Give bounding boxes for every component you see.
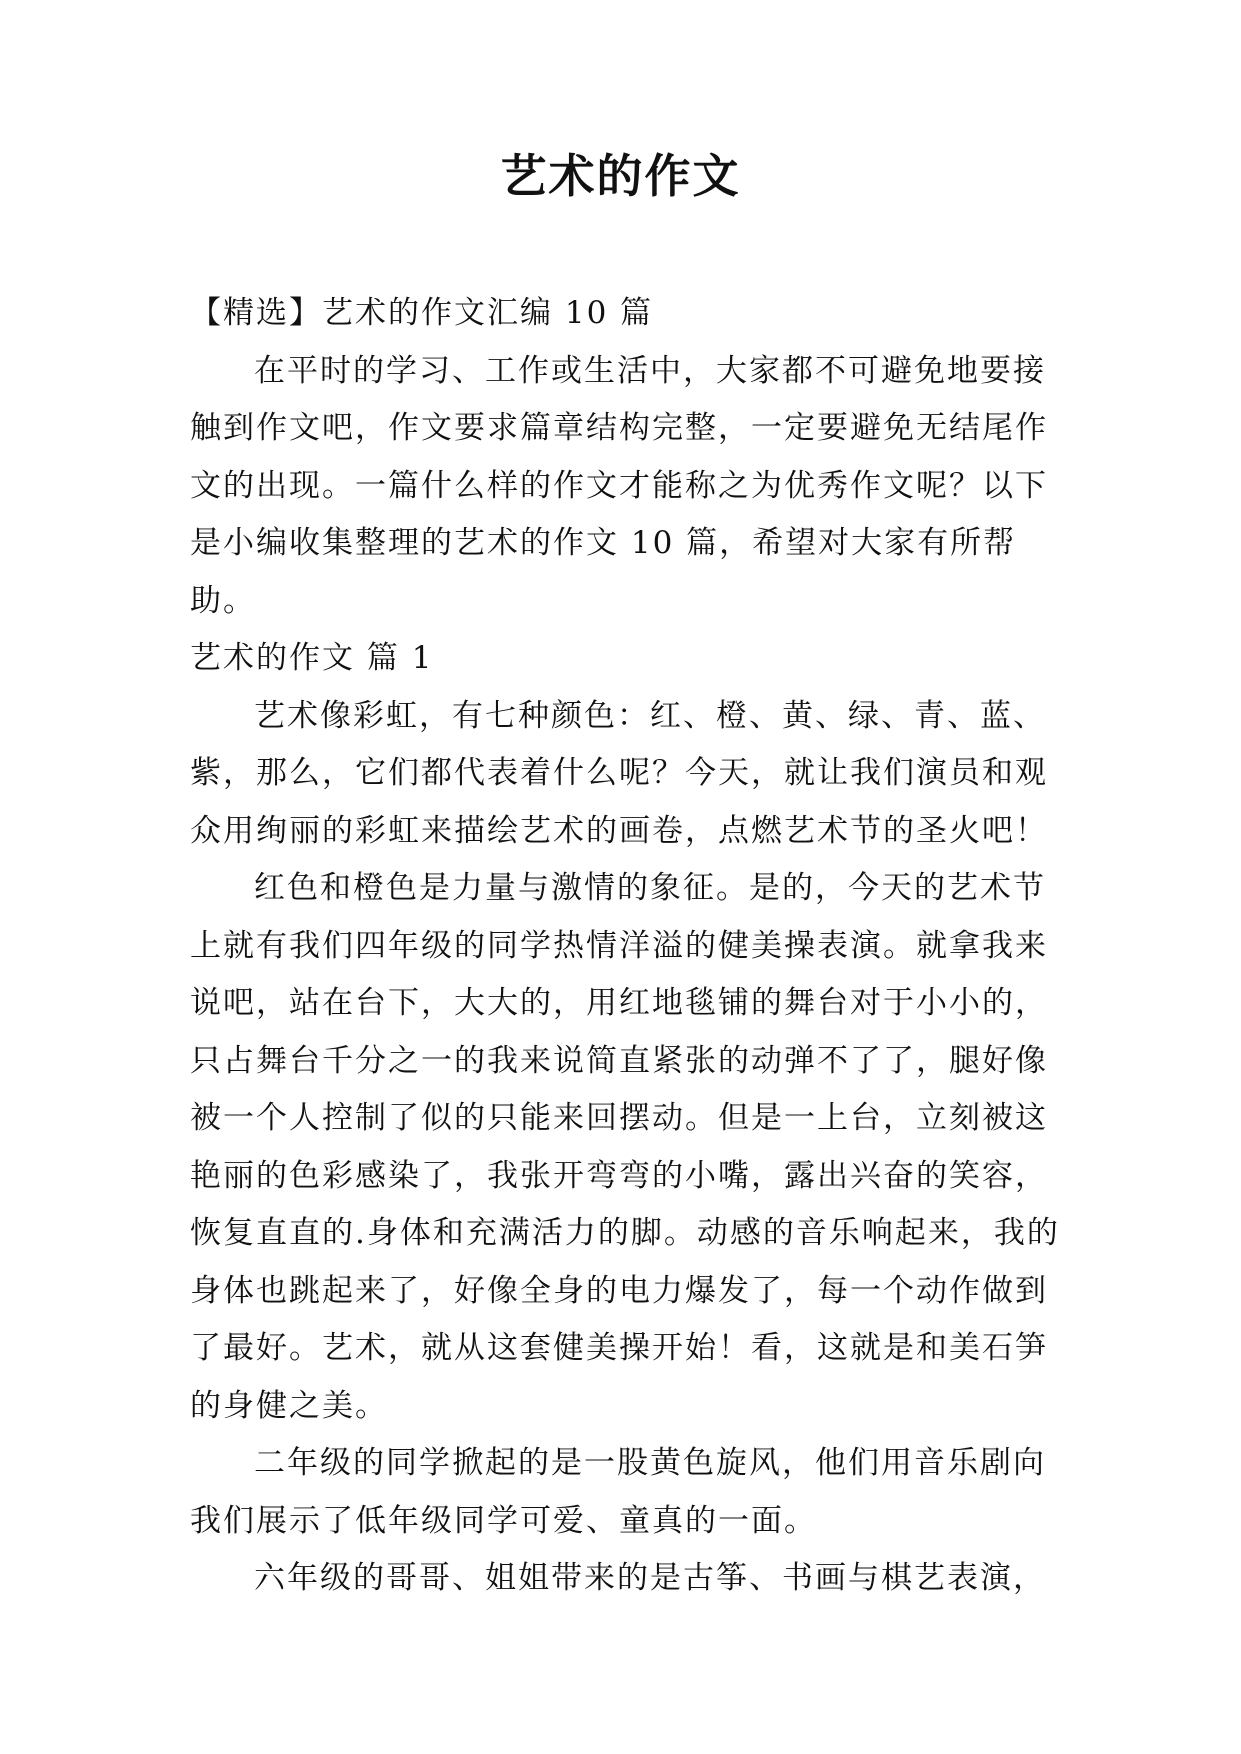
paragraph-1: 艺术像彩虹，有七种颜色：红、橙、黄、绿、青、蓝、紫，那么，它们都代表着什么呢？今天，就让我们演员和观众用绚丽的彩虹来描绘艺术的画卷，点燃艺术节的圣火吧！ <box>190 697 1048 849</box>
section-heading: 艺术的作文 篇 1 <box>190 640 434 676</box>
document-title: 艺术的作文 <box>500 149 741 203</box>
paragraph-3: 二年级的同学掀起的是一股黄色旋风，他们用音乐剧向我们展示了低年级同学可爱、童真的一面。 <box>190 1445 1046 1539</box>
document-body <box>190 285 1070 1608</box>
paragraph-intro: 在平时的学习、工作或生活中，大家都不可避免地要接触到作文吧，作文要求篇章结构完整，一定要避免无结尾作文的出现。一篇什么样的作文才能称之为优秀作文呢？以下是小编收集整理的艺术的作文 10 篇，希望对大家有所帮助。 <box>190 352 1048 619</box>
paragraph-2: 红色和橙色是力量与激情的象征。是的，今天的艺术节上就有我们四年级的同学热情洋溢的健美操表演。就拿我来说吧，站在台下，大大的，用红地毯铺的舞台对于小小的，只占舞台千分之一的我来说简直紧张的动弹不了了，腿好像被一个人控制了似的只能来回摆动。但是一上台，立刻被这艳丽的色彩感染了，我张开弯弯的小嘴，露出兴奋的笑容，恢复直直的.身体和充满活力的脚。动感的音乐响起来，我的身体也跳起来了，好像全身的电力爆发了，每一个动作做到了最好。艺术，就从这套健美操开始！看，这就是和美石笋的身健之美。 <box>190 870 1060 1424</box>
paragraph-4: 六年级的哥哥、姐姐带来的是古筝、书画与棋艺表演， <box>254 1560 1046 1596</box>
intro-line: 【精选】艺术的作文汇编 10 篇 <box>190 295 654 331</box>
